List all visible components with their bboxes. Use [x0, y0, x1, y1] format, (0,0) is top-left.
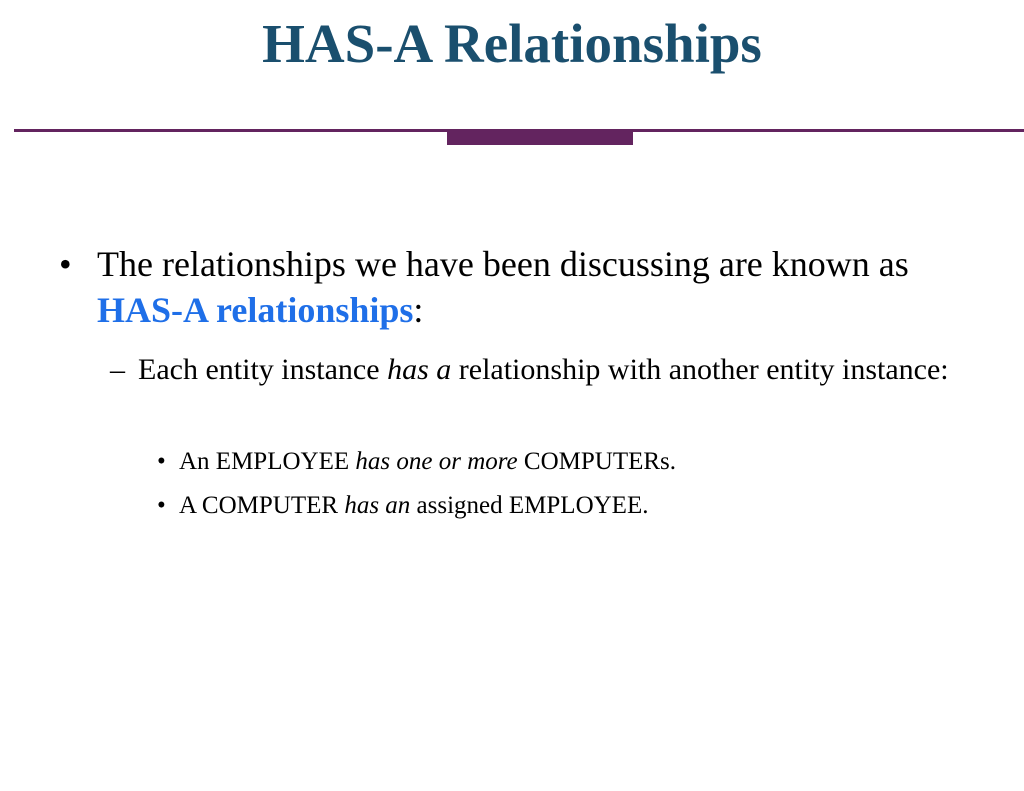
bullet-marker: •	[157, 448, 166, 475]
bullet-text: A COMPUTER	[179, 492, 345, 519]
bullet-level3-item	[157, 445, 999, 479]
slide-title: HAS-A Relationships	[262, 13, 762, 74]
bullet-level3-item	[157, 489, 999, 523]
bullet-text-end: assigned EMPLOYEE.	[410, 492, 649, 519]
bullet-text-end: relationship with another entity instance:	[451, 353, 949, 386]
emphasis-text: has a	[387, 353, 452, 386]
title-divider-accent	[447, 129, 633, 145]
emphasis-text: has an	[344, 492, 411, 519]
bullet-marker: •	[59, 244, 72, 284]
bullet-text: Each entity instance	[138, 353, 388, 386]
dash-marker: –	[110, 353, 125, 386]
highlight-term: HAS-A relationships	[97, 290, 414, 330]
bullet-marker: •	[157, 492, 166, 519]
emphasis-text: has one or more	[355, 448, 518, 475]
bullet-level2	[110, 349, 998, 390]
bullet-text: The relationships we have been discussing are known as	[97, 244, 909, 284]
bullet-text-end: COMPUTERs.	[517, 448, 677, 475]
bullet-level1	[59, 241, 1002, 333]
bullet-text-end: :	[413, 290, 424, 330]
bullet-text: An EMPLOYEE	[179, 448, 356, 475]
